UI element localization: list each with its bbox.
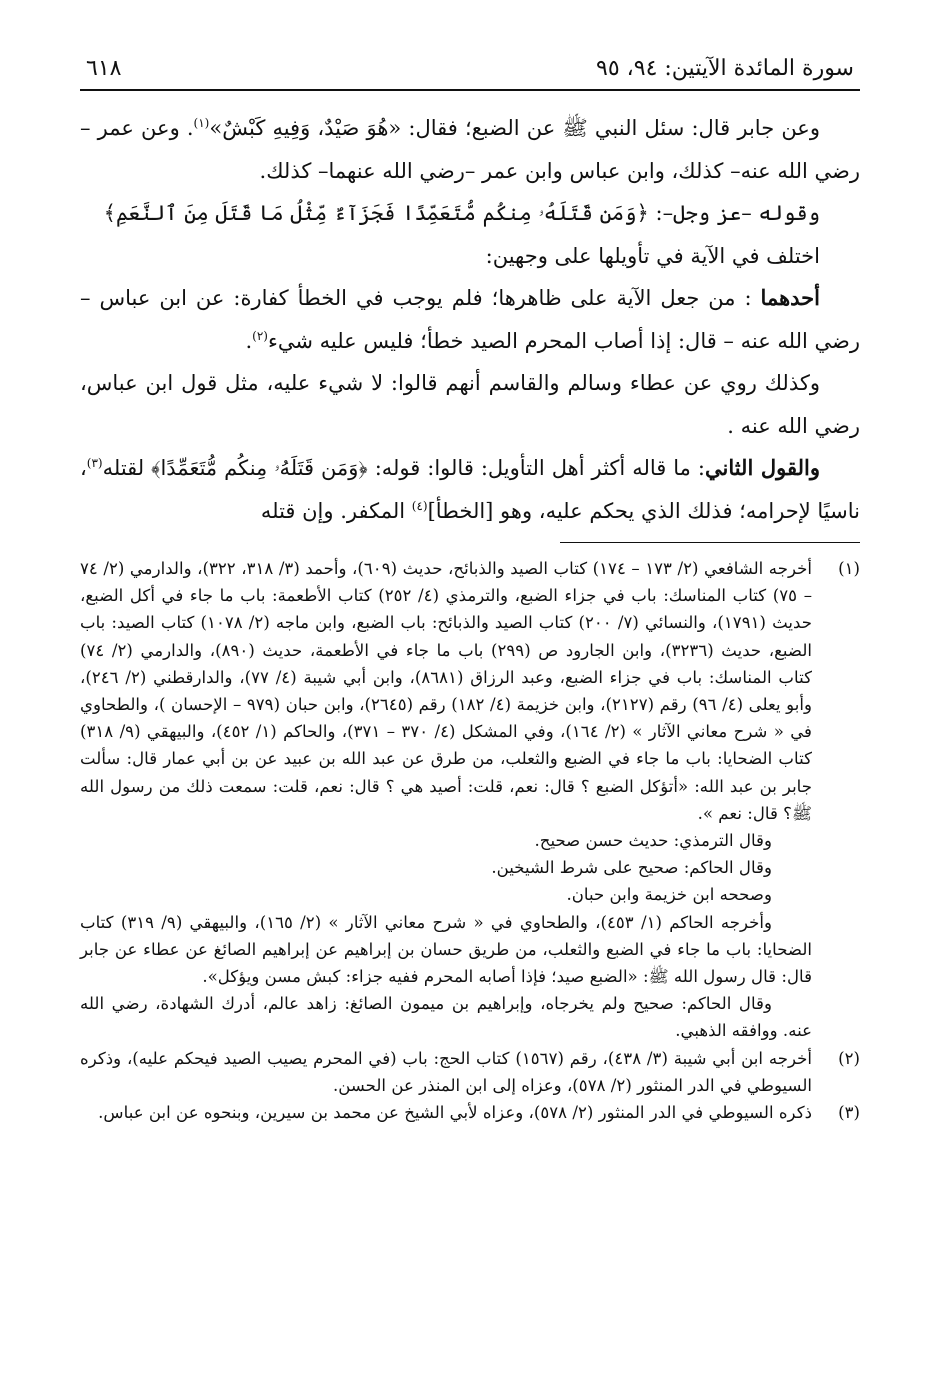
footnote-ref: (٣) <box>86 456 103 470</box>
paragraph-text: . <box>245 328 253 353</box>
footnote-text: وقال الترمذي: حديث حسن صحيح. <box>534 831 772 851</box>
paragraph-text: المكفر. وإن قتله <box>260 498 412 523</box>
footnote-number: (٢) <box>838 1048 860 1068</box>
footnote-body <box>80 555 812 1045</box>
main-text <box>80 107 860 532</box>
footnote-3 <box>80 1099 860 1126</box>
paragraph-text: . وعن عمر –رضي الله عنه– كذلك، وابن عباس وابن عمر –رضي الله عنهما– كذلك. <box>80 116 860 183</box>
paragraph-1 <box>80 107 860 192</box>
footnote-number: (٣) <box>838 1103 860 1123</box>
running-title: سورة المائدة الآيتين: ٩٤، ٩٥ <box>596 56 854 81</box>
paragraph-text: وعن جابر قال: سئل النبي ﷺ عن الضبع؛ فقال: «هُوَ صَيْدٌ، وَفِيهِ كَبْشٌ» <box>209 116 820 140</box>
footnote-text: وقال الحاكم: صحيح ولم يخرجاه، وإبراهيم بن ميمون الصائغ: زاهد عالم، أدرك الشهادة، رضي الله عنه. ووافقه الذهبي. <box>80 994 812 1041</box>
footnote-text: أخرجه ابن أبي شيبة (٣/ ٤٣٨)، رقم (١٥٦٧) كتاب الحج: باب (في المحرم يصيب الصيد فيحكم عليه)، وذكره السيوطي في الدر المنثور (٢/ ٥٧٨)، وعزاه إلى ابن المنذر عن الحسن. <box>80 1048 812 1095</box>
footnote-number: (١) <box>838 559 860 578</box>
page-header <box>80 56 860 91</box>
paragraph-text: : ما قاله أكثر أهل التأويل: قالوا: قوله: ﴿وَمَن قَتَلَهُۥ مِنكُم مُّتَعَمِّدًا﴾ لقتله <box>102 456 705 480</box>
paragraph-3: اختلف في الآية في تأويلها على وجهين: <box>485 243 820 268</box>
paragraph-2: وقوله –عز وجل–: ﴿وَمَن قَتَلَهُۥ مِنكُم مُّتَعَمِّدًا فَجَزَآءٌ مِّثْلُ مَا قَتَلَ مِنَ ٱلنَّعَمِ﴾ <box>103 201 820 225</box>
footnote-text: أخرجه الشافعي (٢/ ١٧٣ – ١٧٤) كتاب الصيد والذبائح، حديث (٦٠٩)، وأحمد (٣/ ٣١٨، ٣٢٢)، والدارمي (٢/ ٧٤ – ٧٥) كتاب المناسك: باب في جزاء الضبع، والترمذي (٤/ ٢٥٢) كتاب الأطعمة: باب ما جاء في أكل الضبع، حديث (١٧٩١)، والنسائي (٧/ ٢٠٠) كتاب الصيد والذبائح: باب الضبع، وابن ماجه (٢/ ١٠٧٨) كتاب الصيد: باب الضبع، حديث (٣٢٣٦)، وابن الجارود ص (٢٩٩) باب ما جاء في الأطعمة، حديث (٨٩٠)، والدارمي (٢/ ٧٤) كتاب المناسك: باب في جزاء الضبع، وعبد الرزاق (٨٦٨١)، وابن أبي شيبة (٤/ ٧٧)، والدارقطني (٢/ ٢٤٦)، وأبو يعلى (٤/ ٩٦) رقم (٢١٢٧)، وابن خزيمة (٤/ ١٨٢) رقم (٢٦٤٥)، وابن حبان (٩٧٩ – الإحسان )، والطحاوي في « شرح معاني الآثار » (٢/ ١٦٤)، وفي المشكل (٤/ ٣٧٠ – ٣٧١)، والحاكم (١/ ٤٥٢)، والبيهقي (٩/ ٣١٨) كتاب الضحايا: باب ما جاء في الضبع والثعلب، من طرق عن عبد الله بن عبيد عن بن أبي عمار قال: سألت جابر بن عبد الله: «أتؤكل الضبع ؟ قال: نعم، قلت: أصيد هي ؟ قال: نعم، قلت: سمعت ذلك من رسول الله ﷺ؟ قال: نعم ». <box>80 559 812 823</box>
paragraph-text: : من جعل الآية على ظاهرها؛ فلم يوجب في الخطأ كفارة: عن ابن عباس – رضي الله عنه – قال: إذا أصاب المحرم الصيد خطأ؛ فليس عليه شيء <box>80 286 860 353</box>
footnote-divider <box>560 542 860 543</box>
book-page <box>80 56 860 1126</box>
footnote-text: وأخرجه الحاكم (١/ ٤٥٣)، والطحاوي في « شرح معاني الآثار » (٢/ ١٦٥)، والبيهقي (٩/ ٣١٩) كتاب الضحايا: باب ما جاء في الضبع والثعلب، من طريق حسان بن إبراهيم عن إبراهيم الصائغ عن عطاء عن جابر قال: قال رسول الله ﷺ: «الضبع صيد؛ فإذا أصابه المحرم ففيه جزاء: كبش مسن ويؤكل». <box>80 912 812 987</box>
footnotes <box>80 555 860 1126</box>
footnote-body <box>80 1099 812 1126</box>
footnote-text: ذكره السيوطي في الدر المنثور (٢/ ٥٧٨)، وعزاه لأبي الشيخ عن محمد بن سيرين، وبنحوه عن ابن عباس. <box>98 1103 812 1123</box>
footnote-1 <box>80 555 860 1045</box>
footnote-ref: (٤) <box>411 498 428 513</box>
footnote-ref: (٢) <box>252 328 268 343</box>
footnote-text: وصححه ابن خزيمة وابن حبان. <box>566 885 772 905</box>
footnote-text: وقال الحاكم: صحيح على شرط الشيخين. <box>491 858 772 878</box>
footnote-2 <box>80 1045 860 1099</box>
bold-lead: أحدهما <box>760 285 820 310</box>
footnote-body <box>80 1045 812 1099</box>
paragraph-5: وكذلك روي عن عطاء وسالم والقاسم أنهم قالوا: لا شيء عليه، مثل قول ابن عباس، رضي الله عنه . <box>80 371 860 438</box>
paragraph-text: ، ناسيًا لإحرامه؛ فذلك الذي يحكم عليه، وهو [الخطأ] <box>80 456 860 523</box>
footnote-ref: (١) <box>193 116 210 130</box>
paragraph-4 <box>80 277 860 362</box>
bold-lead: والقول الثاني <box>704 455 820 480</box>
paragraph-6 <box>80 447 860 532</box>
page-number: ٦١٨ <box>86 56 122 81</box>
